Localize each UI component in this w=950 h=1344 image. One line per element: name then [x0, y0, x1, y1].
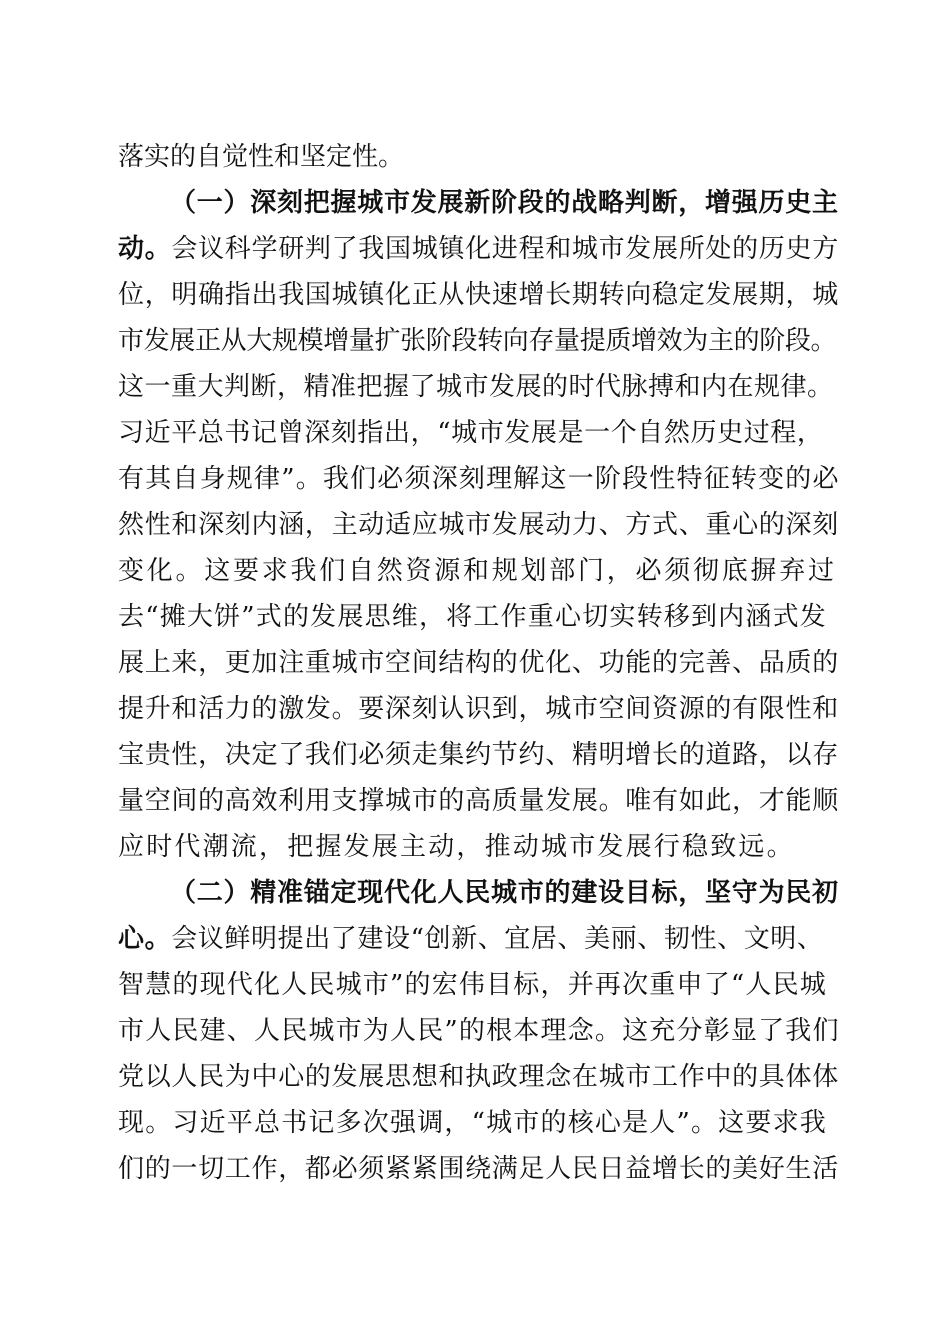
text-run: 这一重大判断，精准把握了城市发展的时代脉搏和内在规律。 [118, 372, 834, 402]
text-run: 党以人民为中心的发展思想和执政理念在城市工作中的具体体 [118, 1062, 839, 1092]
text-line-21 [0, 1052, 950, 1102]
text-line-16 [0, 822, 950, 872]
section-heading-1 [0, 178, 950, 228]
heading-run: （一）深刻把握城市发展新阶段的战略判断，增强历史主 [170, 188, 839, 218]
text-run: 提升和活力的激发。要深刻认识到，城市空间资源的有限性和 [118, 694, 839, 724]
text-run: 有其自身规律”。我们必须深刻理解这一阶段性特征转变的必 [118, 464, 840, 494]
text-run: 量空间的高效利用支撑城市的高质量发展。唯有如此，才能顺 [118, 786, 839, 816]
text-run: 智慧的现代化人民城市”的宏伟目标，并再次重申了“人民城 [118, 970, 827, 1000]
section-heading-2 [0, 868, 950, 918]
text-line-5 [0, 316, 950, 366]
text-run: 变化。这要求我们自然资源和规划部门，必须彻底摒弃过 [118, 556, 837, 586]
text-line-18 [0, 914, 950, 964]
text-line-19 [0, 960, 950, 1010]
text-run: 会议鲜明提出了建设“创新、宜居、美丽、韧性、文明、 [171, 924, 824, 954]
text-run: 去“摊大饼”式的发展思维，将工作重心切实转移到内涵式发 [118, 602, 827, 632]
heading-run: （二）精准锚定现代化人民城市的建设目标，坚守为民初 [170, 878, 839, 908]
text-line-9 [0, 500, 950, 550]
text-run: 市发展正从大规模增量扩张阶段转向存量提质增效为主的阶段。 [118, 326, 837, 356]
text-line-4 [0, 270, 950, 320]
text-line-15 [0, 776, 950, 826]
text-run: 展上来，更加注重城市空间结构的优化、功能的完善、品质的 [118, 648, 839, 678]
text-line-10 [0, 546, 950, 596]
heading-run: 心。 [118, 924, 172, 954]
text-line-11 [0, 592, 950, 642]
text-line-23 [0, 1144, 950, 1194]
text-line-3 [0, 224, 950, 274]
text-line-7 [0, 408, 950, 458]
text-run: 现。习近平总书记多次强调，“城市的核心是人”。这要求我 [118, 1108, 827, 1138]
text-run: 落实的自觉性和坚定性。 [118, 142, 405, 172]
text-run: 宝贵性，决定了我们必须走集约节约、精明增长的道路，以存 [118, 740, 839, 770]
text-line-20 [0, 1006, 950, 1056]
text-line-14 [0, 730, 950, 780]
text-run: 会议科学研判了我国城镇化进程和城市发展所处的历史方 [171, 234, 839, 264]
text-line-6 [0, 362, 950, 412]
text-line-8 [0, 454, 950, 504]
text-run: 们的一切工作，都必须紧紧围绕满足人民日益增长的美好生活 [118, 1154, 839, 1184]
text-line-13 [0, 684, 950, 734]
text-run: 然性和深刻内涵，主动适应城市发展动力、方式、重心的深刻 [118, 510, 839, 540]
heading-run: 动。 [118, 234, 172, 264]
text-run: 市人民建、人民城市为人民”的根本理念。这充分彰显了我们 [118, 1016, 840, 1046]
text-run: 习近平总书记曾深刻指出，“城市发展是一个自然历史过程， [118, 418, 824, 448]
text-line-22 [0, 1098, 950, 1148]
text-line-1 [0, 132, 950, 182]
text-run: 应时代潮流，把握发展主动，推动城市发展行稳致远。 [118, 832, 795, 862]
text-line-12 [0, 638, 950, 688]
text-run: 位，明确指出我国城镇化正从快速增长期转向稳定发展期，城 [118, 280, 839, 310]
